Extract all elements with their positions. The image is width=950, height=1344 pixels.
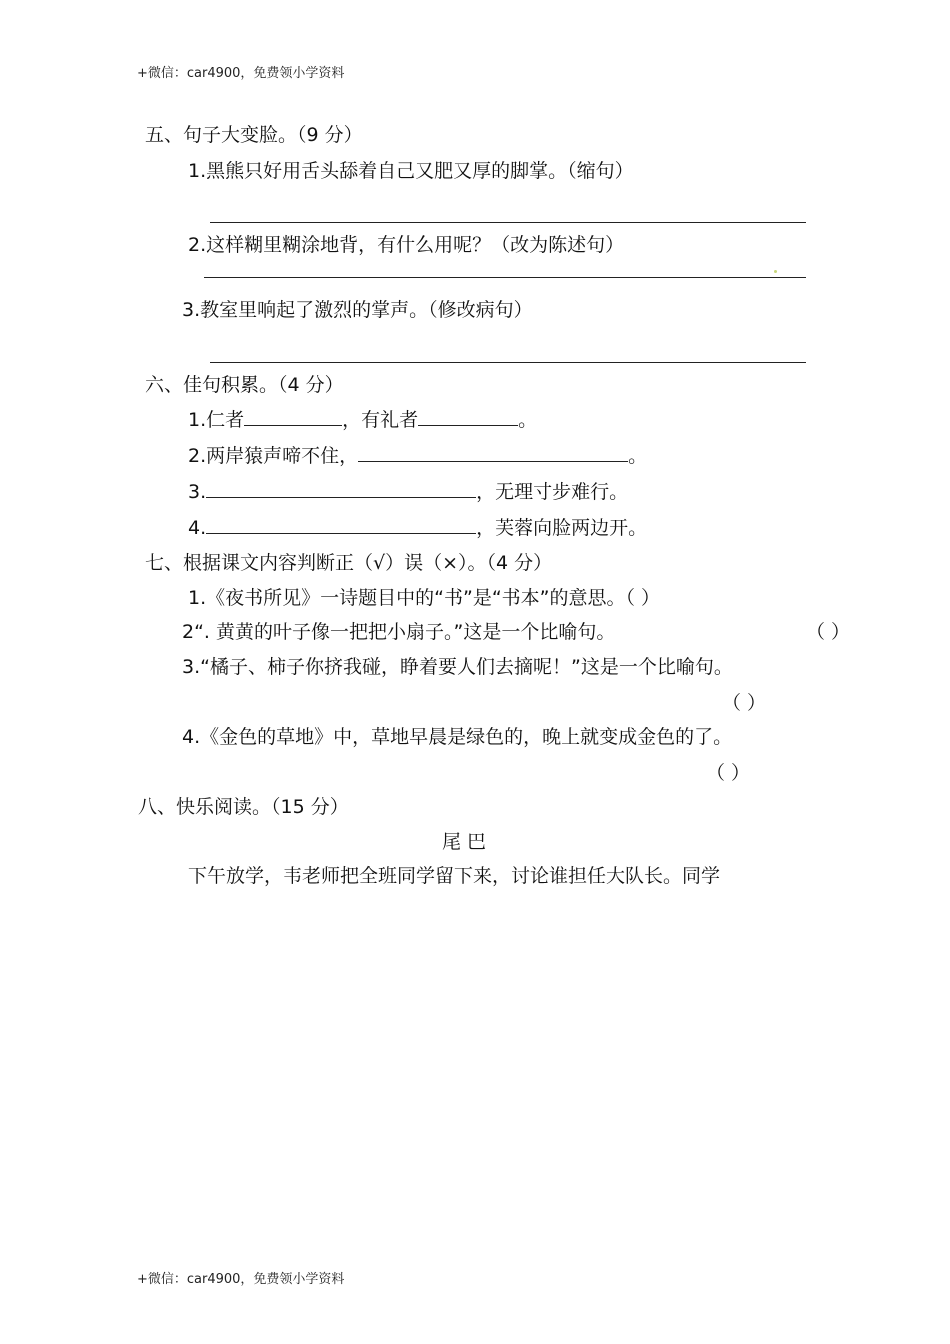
s5-answer-line-3[interactable] (210, 362, 806, 363)
s5-question-2: 2.这样糊里糊涂地背，有什么用呢？（改为陈述句） (188, 234, 625, 256)
story-paragraph-line: 下午放学，韦老师把全班同学留下来，讨论谁担任大队长。同学 (188, 865, 721, 887)
s5-question-3: 3.教室里响起了激烈的掌声。（修改病句） (182, 299, 533, 321)
s6-q3-prefix: 3. (188, 481, 207, 503)
page-footer: +微信：car4900，免费领小学资料 (137, 1272, 345, 1287)
s7-q3-answer-paren[interactable]: （ ） (722, 692, 767, 714)
s6-q2-end: 。 (628, 445, 648, 467)
s7-question-1: 1.《夜书所见》一诗题目中的“书”是“书本”的意思。（ ） (188, 587, 661, 609)
s7-question-3: 3.“橘子、柿子你挤我碰，睁着要人们去摘呢！”这是一个比喻句。 (182, 656, 733, 678)
s6-q3-suffix: ，无理寸步难行。 (476, 481, 629, 503)
page-header: +微信：car4900，免费领小学资料 (137, 66, 345, 81)
s5-answer-line-2[interactable] (204, 277, 806, 278)
s5-answer-line-1[interactable] (210, 222, 806, 223)
s6-question-1 (188, 405, 537, 432)
s7-q4-answer-paren[interactable]: （ ） (706, 762, 751, 784)
s5-question-1: 1.黑熊只好用舌头舔着自己又肥又厚的脚掌。（缩句） (188, 160, 634, 182)
section-5-title: 五、句子大变脸。（9 分） (145, 124, 363, 146)
story-title: 尾 巴 (442, 831, 487, 853)
s7-question-2: 2“. 黄黄的叶子像一把把小扇子。”这是一个比喻句。 (182, 621, 616, 643)
s6-q1-prefix: 1.仁者 (188, 409, 245, 431)
section-7-title: 七、根据课文内容判断正（√）误（×）。（4 分） (145, 552, 553, 574)
s6-q1-blank-2[interactable] (418, 424, 518, 426)
s6-q4-suffix: ，芙蓉向脸两边开。 (476, 517, 648, 539)
s6-q1-middle: ，有礼者 (342, 409, 419, 431)
s6-question-4 (188, 513, 647, 540)
s6-q2-prefix: 2.两岸猿声啼不住， (188, 445, 359, 467)
s6-q4-blank[interactable] (206, 532, 476, 534)
s6-q2-blank[interactable] (358, 460, 628, 462)
s6-q4-prefix: 4. (188, 517, 207, 539)
s7-q2-answer-paren[interactable]: （ ） (806, 621, 851, 643)
s6-question-2 (188, 441, 647, 468)
section-6-title: 六、佳句积累。（4 分） (145, 374, 344, 396)
s7-question-4: 4.《金色的草地》中，草地早晨是绿色的，晚上就变成金色的了。 (182, 726, 733, 748)
s6-q1-blank-1[interactable] (244, 424, 342, 426)
s6-q1-end: 。 (518, 409, 538, 431)
section-8-title: 八、快乐阅读。（15 分） (138, 796, 349, 818)
s6-q3-blank[interactable] (206, 496, 476, 498)
ink-speck (774, 270, 777, 273)
s6-question-3 (188, 477, 628, 504)
